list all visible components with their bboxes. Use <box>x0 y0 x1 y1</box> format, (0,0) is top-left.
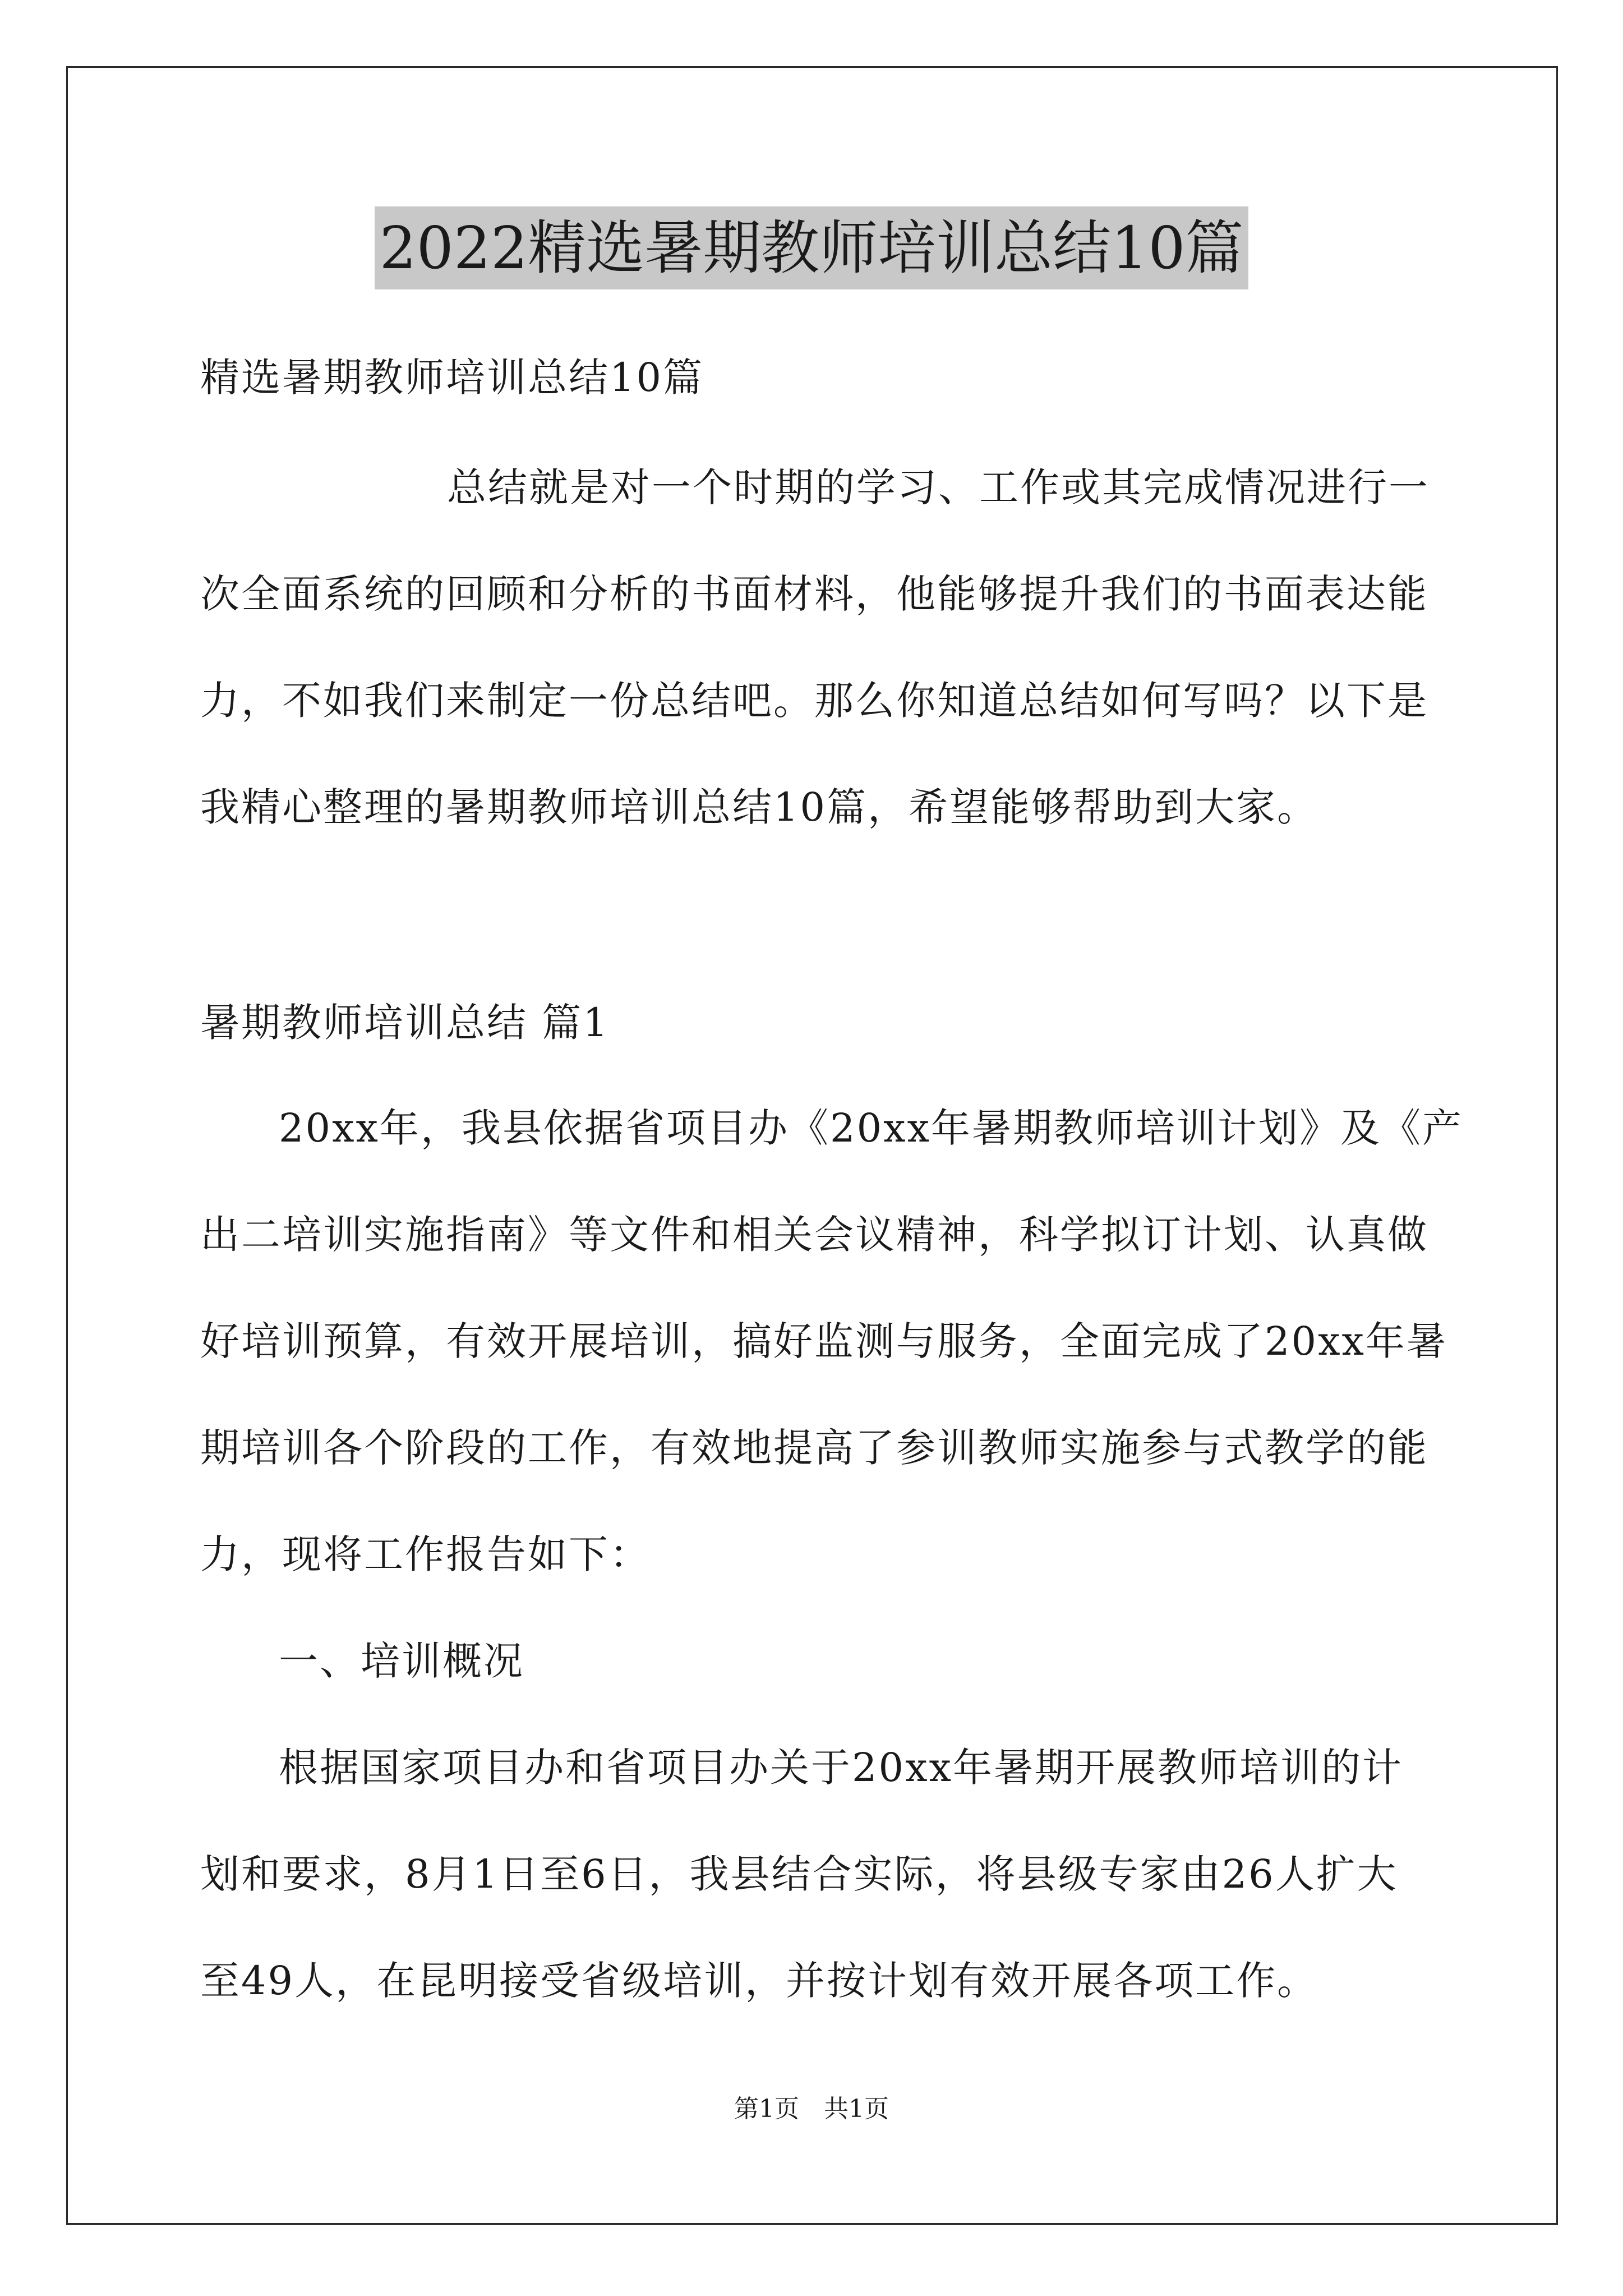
para1-line-4: 期培训各个阶段的工作，有效地提高了参训教师实施参与式教学的能 <box>200 1425 1428 1471</box>
intro-line-3: 力，不如我们来制定一份总结吧。那么你知道总结如何写吗？以下是 <box>200 678 1428 724</box>
subheading: 一、培训概况 <box>279 1638 524 1684</box>
para1-line-2: 出二培训实施指南》等文件和相关会议精神，科学拟订计划、认真做 <box>200 1212 1428 1258</box>
intro-line-2: 次全面系统的回顾和分析的书面材料，他能够提升我们的书面表达能 <box>200 571 1428 617</box>
page-number: 第1页 共1页 <box>734 2095 889 2123</box>
para1-line-5: 力，现将工作报告如下： <box>200 1531 651 1577</box>
title-container <box>0 206 1623 289</box>
para2-line-2: 划和要求，8月1日至6日，我县结合实际，将县级专家由26人扩大 <box>200 1851 1398 1897</box>
para1-line-3: 好培训预算，有效开展培训，搞好监测与服务，全面完成了20xx年暑 <box>200 1318 1448 1364</box>
para2-line-1: 根据国家项目办和省项目办关于20xx年暑期开展教师培训的计 <box>279 1745 1404 1791</box>
page-footer <box>0 2092 1623 2126</box>
document-title: 2022精选暑期教师培训总结10篇 <box>375 206 1248 289</box>
section-heading: 暑期教师培训总结 篇1 <box>200 1000 610 1046</box>
document-subtitle: 精选暑期教师培训总结10篇 <box>200 355 704 401</box>
para1-line-1: 20xx年，我县依据省项目办《20xx年暑期教师培训计划》及《产 <box>279 1105 1464 1151</box>
intro-line-4: 我精心整理的暑期教师培训总结10篇，希望能够帮助到大家。 <box>200 784 1318 830</box>
intro-line-1: 总结就是对一个时期的学习、工作或其完成情况进行一 <box>447 464 1430 510</box>
para2-line-3: 至49人，在昆明接受省级培训，并按计划有效开展各项工作。 <box>200 1958 1318 2004</box>
